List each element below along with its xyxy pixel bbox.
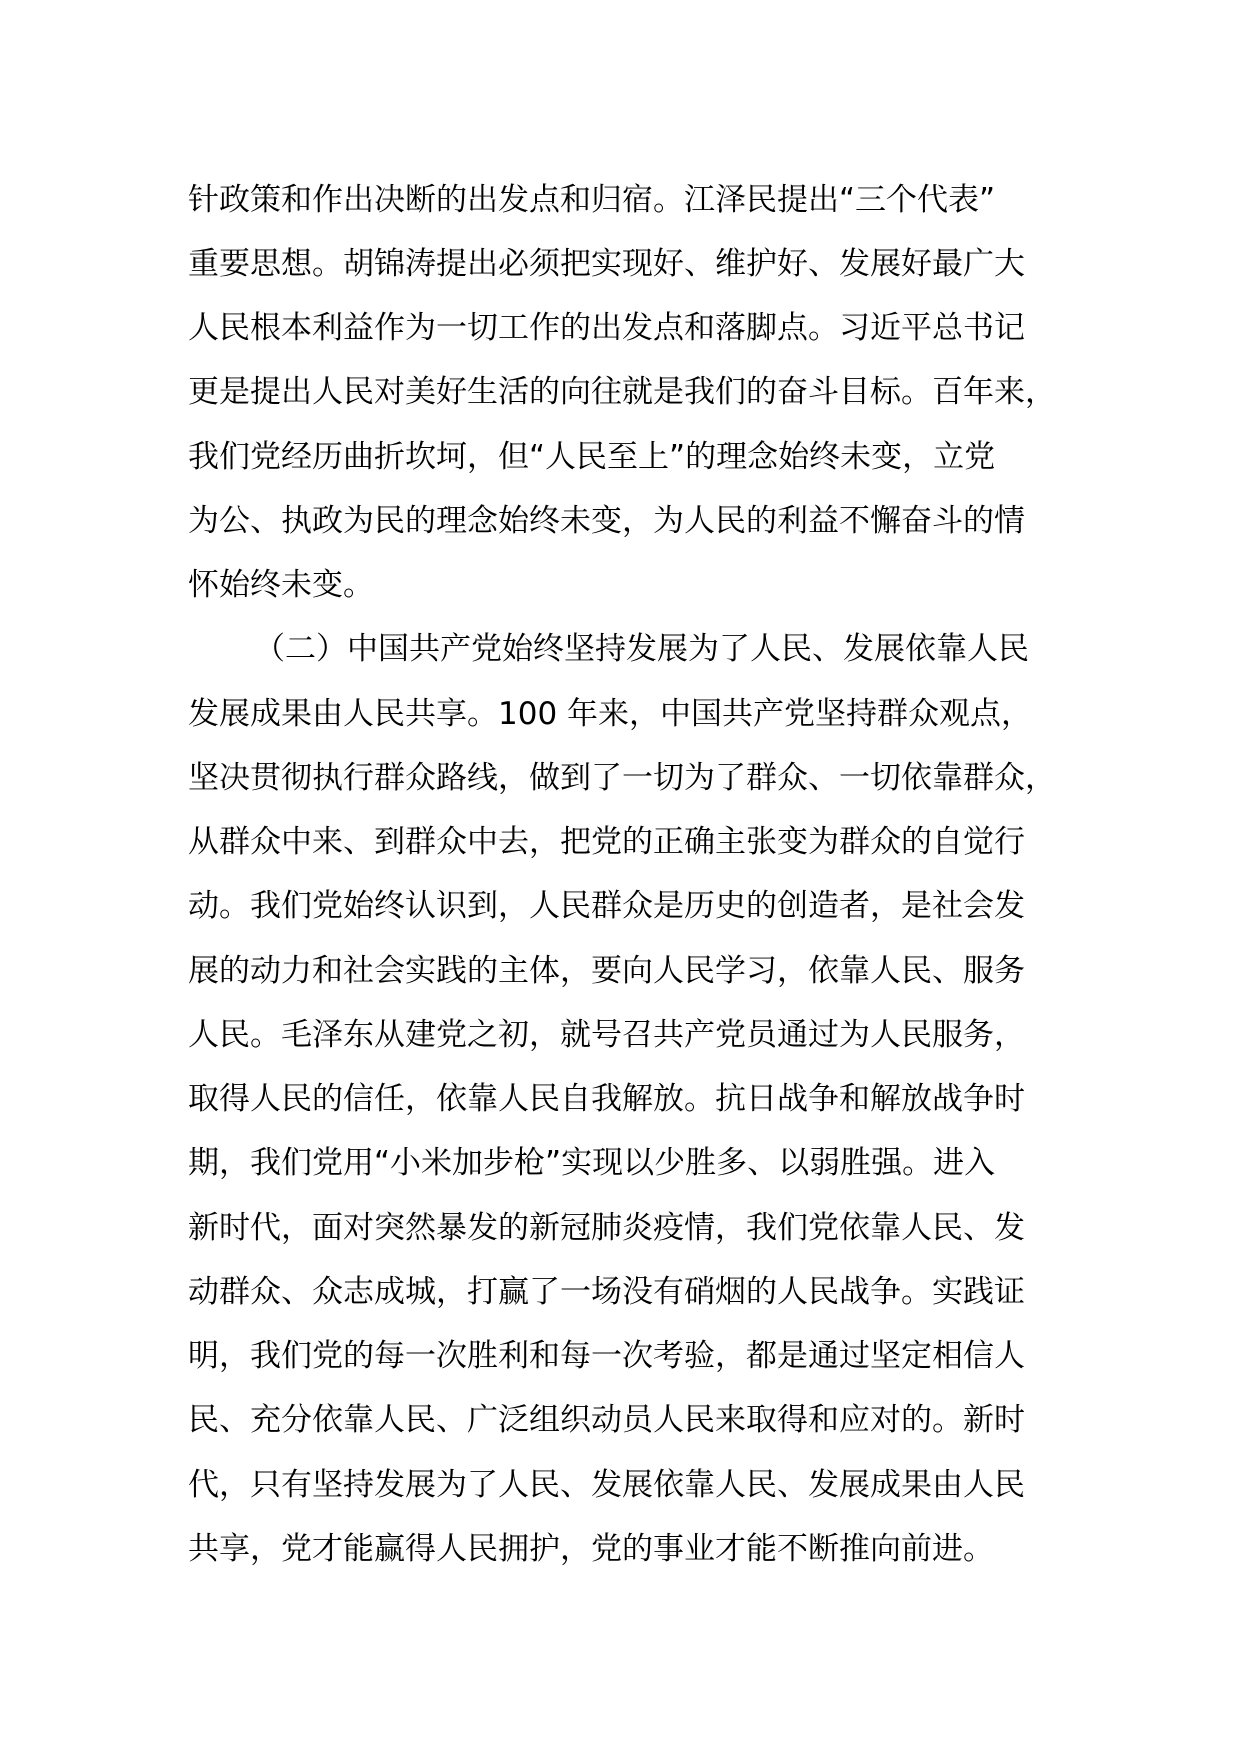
text-line: 坚决贯彻执行群众路线，做到了一切为了群众、一切依靠群众， xyxy=(188,760,1056,796)
text-line: 期，我们党用“小米加步枪”实现以少胜多、以弱胜强。进入 xyxy=(188,1145,996,1181)
text-line: 人民。毛泽东从建党之初，就号召共产党员通过为人民服务， xyxy=(188,1017,1025,1053)
text-line: 民、充分依靠人民、广泛组织动员人民来取得和应对的。新时 xyxy=(188,1402,1025,1438)
text-line: 明，我们党的每一次胜利和每一次考验，都是通过坚定相信人 xyxy=(188,1338,1025,1374)
text-line: 重要思想。胡锦涛提出必须把实现好、维护好、发展好最广大 xyxy=(188,246,1025,282)
text-line: 针政策和作出决断的出发点和归宿。江泽民提出“三个代表” xyxy=(188,182,996,218)
section-heading-line: （二）中国共产党始终坚持发展为了人民、发展依靠人民 xyxy=(254,631,1029,667)
text-line: 共享，党才能赢得人民拥护，党的事业才能不断推向前进。 xyxy=(188,1531,994,1567)
text-line: 更是提出人民对美好生活的向往就是我们的奋斗目标。百年来， xyxy=(188,374,1056,410)
text-line: 人民根本利益作为一切工作的出发点和落脚点。习近平总书记 xyxy=(188,310,1025,346)
text-line: 从群众中来、到群众中去，把党的正确主张变为群众的自觉行 xyxy=(188,824,1025,860)
text-line: 发展成果由人民共享。100 年来，中国共产党坚持群众观点， xyxy=(188,696,1033,732)
text-line: 为公、执政为民的理念始终未变，为人民的利益不懈奋斗的情 xyxy=(188,503,1025,539)
text-line: 我们党经历曲折坎坷，但“人民至上”的理念始终未变，立党 xyxy=(188,439,996,475)
text-line: 动群众、众志成城，打赢了一场没有硝烟的人民战争。实践证 xyxy=(188,1274,1025,1310)
text-line: 怀始终未变。 xyxy=(188,567,374,603)
text-line: 取得人民的信任，依靠人民自我解放。抗日战争和解放战争时 xyxy=(188,1081,1025,1117)
text-line: 展的动力和社会实践的主体，要向人民学习，依靠人民、服务 xyxy=(188,953,1025,989)
text-line: 代，只有坚持发展为了人民、发展依靠人民、发展成果由人民 xyxy=(188,1467,1025,1503)
text-line: 动。我们党始终认识到，人民群众是历史的创造者，是社会发 xyxy=(188,888,1025,924)
text-line: 新时代，面对突然暴发的新冠肺炎疫情，我们党依靠人民、发 xyxy=(188,1210,1025,1246)
